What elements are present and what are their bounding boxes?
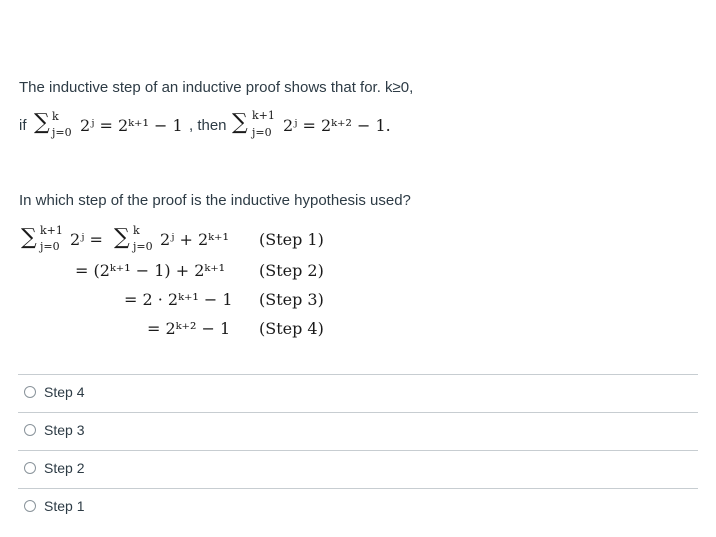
sigma-symbol: ∑: [21, 225, 37, 250]
radio-button[interactable]: [24, 424, 36, 436]
sigma-symbol: ∑: [232, 110, 248, 135]
statement-mid: 2ʲ = 2ᵏ⁺¹ − 1: [80, 116, 183, 135]
option-label[interactable]: Step 1: [44, 498, 85, 514]
divider: [18, 488, 698, 489]
proof-line1-rhs: 2ʲ + 2ᵏ⁺¹: [160, 230, 229, 249]
question-prompt: In which step of the proof is the inductive hypothesis used?: [19, 192, 411, 209]
option-label[interactable]: Step 3: [44, 422, 85, 438]
radio-button[interactable]: [24, 386, 36, 398]
step-label-4: (Step 4): [259, 319, 324, 338]
sum-upper-k1: k+1: [252, 109, 275, 122]
proof-line2-rhs: = (2ᵏ⁺¹ − 1) + 2ᵏ⁺¹: [75, 261, 226, 280]
sum-lower: j=0: [52, 126, 72, 139]
sum-lower: j=0: [40, 240, 60, 253]
proof-line4-rhs: = 2ᵏ⁺² − 1: [147, 319, 231, 338]
sum-lower: j=0: [252, 126, 272, 139]
divider: [18, 374, 698, 375]
sigma-symbol: ∑: [34, 110, 50, 135]
sum-upper-k1: k+1: [40, 224, 63, 237]
sum-upper-k: k: [133, 224, 140, 237]
divider: [18, 450, 698, 451]
step-label-2: (Step 2): [259, 261, 324, 280]
sigma-symbol: ∑: [114, 225, 130, 250]
proof-line1-lhs: 2ʲ =: [70, 230, 103, 249]
step-label-3: (Step 3): [259, 290, 324, 309]
then-word: , then: [189, 117, 227, 134]
statement-end: 2ʲ = 2ᵏ⁺² − 1.: [283, 116, 391, 135]
divider: [18, 412, 698, 413]
option-label[interactable]: Step 2: [44, 460, 85, 476]
if-word: if: [19, 117, 27, 134]
radio-button[interactable]: [24, 500, 36, 512]
question-intro: The inductive step of an inductive proof shows that for. k≥0,: [19, 79, 414, 96]
option-label[interactable]: Step 4: [44, 384, 85, 400]
sum-lower: j=0: [133, 240, 153, 253]
step-label-1: (Step 1): [259, 230, 324, 249]
radio-button[interactable]: [24, 462, 36, 474]
sum-upper-k: k: [52, 110, 59, 123]
proof-line3-rhs: = 2 · 2ᵏ⁺¹ − 1: [124, 290, 233, 309]
